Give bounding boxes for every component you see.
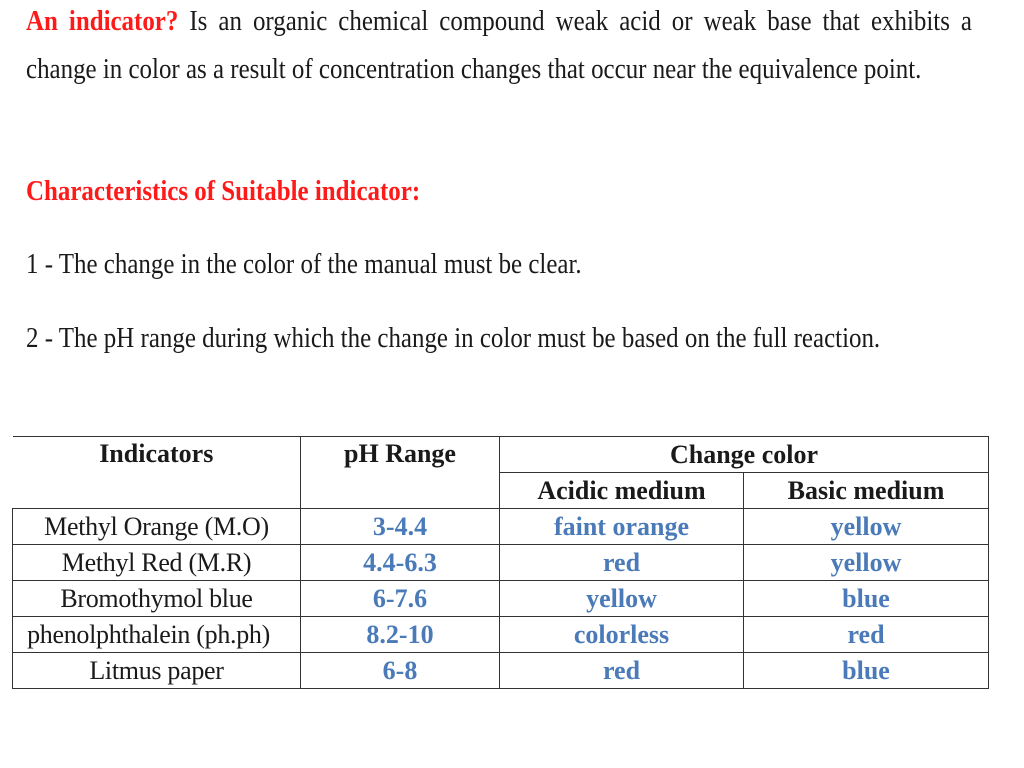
basic-color-cell: blue [744, 653, 989, 689]
header-ph-range: pH Range [301, 437, 500, 509]
acidic-color-cell: faint orange [500, 509, 744, 545]
acidic-color-cell: red [500, 545, 744, 581]
header-change-color: Change color [500, 437, 989, 473]
intro-paragraph [26, 0, 972, 93]
ph-range-cell: 8.2-10 [301, 617, 500, 653]
characteristic-1: 1 - The change in the color of the manual must be clear. [26, 248, 582, 280]
table-row [13, 545, 989, 581]
header-basic-medium: Basic medium [744, 473, 989, 509]
indicator-name-cell: Litmus paper [13, 653, 301, 689]
table-row [13, 617, 989, 653]
indicator-name-cell: phenolphthalein (ph.ph) [13, 617, 301, 653]
acidic-color-cell: colorless [500, 617, 744, 653]
acidic-color-cell: yellow [500, 581, 744, 617]
table-row [13, 509, 989, 545]
ph-range-cell: 3-4.4 [301, 509, 500, 545]
indicator-name-cell: Methyl Orange (M.O) [13, 509, 301, 545]
ph-range-cell: 4.4-6.3 [301, 545, 500, 581]
basic-color-cell: yellow [744, 509, 989, 545]
intro-text: Is an organic chemical compound weak acid or weak base that exhibits a change in color as a result of concentration changes that occur near the equivalence point. [26, 5, 972, 85]
indicator-name-cell: Methyl Red (M.R) [13, 545, 301, 581]
header-acidic-medium: Acidic medium [500, 473, 744, 509]
indicator-table [12, 436, 989, 689]
indicator-name-cell: Bromothymol blue [13, 581, 301, 617]
header-indicators: Indicators [13, 437, 301, 509]
acidic-color-cell: red [500, 653, 744, 689]
basic-color-cell: yellow [744, 545, 989, 581]
section-heading: Characteristics of Suitable indicator: [26, 175, 421, 207]
table-row [13, 653, 989, 689]
table-row [13, 581, 989, 617]
characteristic-2: 2 - The pH range during which the change in color must be based on the full reaction. [26, 322, 881, 354]
basic-color-cell: blue [744, 581, 989, 617]
intro-label: An indicator? [26, 5, 179, 37]
basic-color-cell: red [744, 617, 989, 653]
ph-range-cell: 6-8 [301, 653, 500, 689]
ph-range-cell: 6-7.6 [301, 581, 500, 617]
